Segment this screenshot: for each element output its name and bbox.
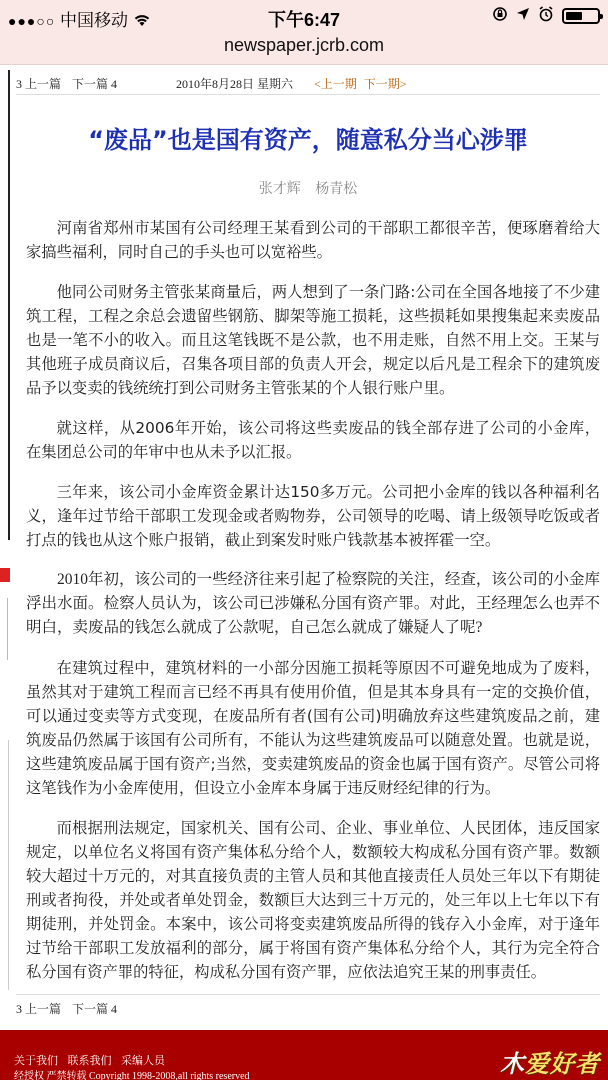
next-article-link[interactable]: 下一篇 4: [72, 77, 118, 91]
left-edge-line-lower: [0, 740, 9, 990]
prev-article-link-bottom[interactable]: 3 上一篇: [16, 1002, 62, 1016]
rotation-lock-icon: [492, 6, 508, 26]
alarm-icon: [538, 6, 554, 26]
status-icons: [492, 6, 600, 26]
next-article-link-bottom[interactable]: 下一篇 4: [72, 1002, 118, 1016]
next-issue-link[interactable]: 下一期>: [363, 77, 407, 91]
article-title: “废品”也是国有资产，随意私分当心涉罪: [88, 126, 528, 154]
battery-icon: [562, 8, 600, 24]
clock: 下午6:47: [267, 10, 341, 30]
signal-strength: ●●●○○: [8, 13, 56, 29]
url-text[interactable]: newspaper.jcrb.com: [223, 35, 385, 55]
article-paragraph: 就这样，从2006年开始，该公司将这些卖废品的钱全部存进了公司的小金库，在集团总公司的年审中也从未予以汇报。: [26, 419, 600, 461]
site-footer: [0, 1030, 608, 1080]
article-paragraph: 2010年初，该公司的一些经济往来引起了检察院的关注，经查，该公司的小金库浮出水面。检察人员认为，该公司已涉嫌私分国有资产罪。对此，王经理怎么也弄不明白，卖废品的钱怎么就成了公款呢，自己怎么就成了嫌疑人了呢?: [26, 571, 600, 636]
bottom-navigation: [16, 994, 600, 1017]
article-paragraph: 而根据刑法规定，国家机关、国有公司、企业、事业单位、人民团体，违反国家规定，以单位名义将国有资产集体私分给个人，数额较大构成私分国有资产罪。数额较大超过十万元的，对其直接负责的主管人员和其他直接责任人员处三年以下有期徒刑或者拘役，并处或者单处罚金，数额巨大达到三十万元的，处三年以上七年以下有期徒刑，并处罚金。本案中，该公司将变卖建筑废品所得的钱存入小金库，对于逢年过节给干部职工发放福利的部分，属于将国有资产集体私分给个人，其行为完全符合私分国有资产罪的特征，构成私分国有资产罪，应依法追究王某的刑事责任。: [26, 819, 600, 981]
footer-logo: 木爱好者: [500, 1050, 600, 1078]
left-edge-line: [0, 70, 10, 540]
copyright-text: 经授权 严禁转载 Copyright 1998-2008,all rights reserved: [14, 1071, 250, 1082]
issue-date: 2010年8月28日 星期六: [176, 77, 294, 91]
article-paragraph: 在建筑过程中，建筑材料的一小部分因施工损耗等原因不可避免地成为了废料，虽然其对于建筑工程而言已经不再具有使用价值，但是其本身具有一定的交换价值，可以通过变卖等方式变现，在废品所有者(国有公司)明确放弃这些建筑废品之前，建筑废品仍然属于该国有公司所有，不能认为这些建筑废品可以随意处置。也就是说，这些建筑废品属于国有资产;当然，变卖建筑废品的资金也属于国有资产。尽管公司将这笔钱作为小金库使用，但设立小金库本身属于违反财经纪律的行为。: [26, 659, 600, 797]
issue-navigation: [314, 75, 407, 92]
top-navigation: [16, 72, 600, 95]
status-bar: [0, 0, 608, 34]
address-bar[interactable]: [0, 34, 608, 65]
editorial-staff-link[interactable]: 采编人员: [121, 1054, 165, 1067]
article-paragraph: 他同公司财务主管张某商量后，两人想到了一条门路:公司在全国各地接了不少建筑工程，工程之余总会遗留些钢筋、脚架等施工损耗，这些损耗如果搜集起来卖废品也是一笔不小的收入。而且这笔钱既不是公款，也不用走账，自然不用上交。王某与其他班子成员商议后，召集各项目部的负责人开会，规定以后凡是工程余下的建筑废品予以变卖的钱统统打到公司财务主管张某的个人银行账户里。: [26, 283, 600, 397]
about-us-link[interactable]: 关于我们: [14, 1054, 58, 1067]
prev-article-link[interactable]: 3 上一篇: [16, 77, 62, 91]
footer-logo-text: 爱好者: [525, 1050, 600, 1078]
left-edge-mark: [0, 598, 8, 660]
article-paragraph: 河南省郑州市某国有公司经理王某看到公司的干部职工都很辛苦，便琢磨着给大家搞些福利，同时自己的手头也可以宽裕些。: [26, 219, 600, 261]
carrier-name: 中国移动: [60, 11, 129, 30]
prev-issue-link[interactable]: <上一期: [314, 77, 357, 91]
contact-us-link[interactable]: 联系我们: [67, 1054, 112, 1067]
article-body: [26, 216, 600, 1000]
footer-links: [14, 1052, 165, 1068]
article-paragraph: 三年来，该公司小金库资金累计达150多万元。公司把小金库的钱以各种福利名义，逢年过节给干部职工发现金或者购物券，公司领导的吃喝、请上级领导吃饭或者打点的钱也从这个账户报销，截止到案发时账户钱款基本被挥霍一空。: [26, 483, 600, 549]
location-icon: [516, 7, 530, 25]
pdf-icon[interactable]: [0, 568, 10, 582]
article-authors: 张才辉 杨青松: [258, 181, 358, 197]
